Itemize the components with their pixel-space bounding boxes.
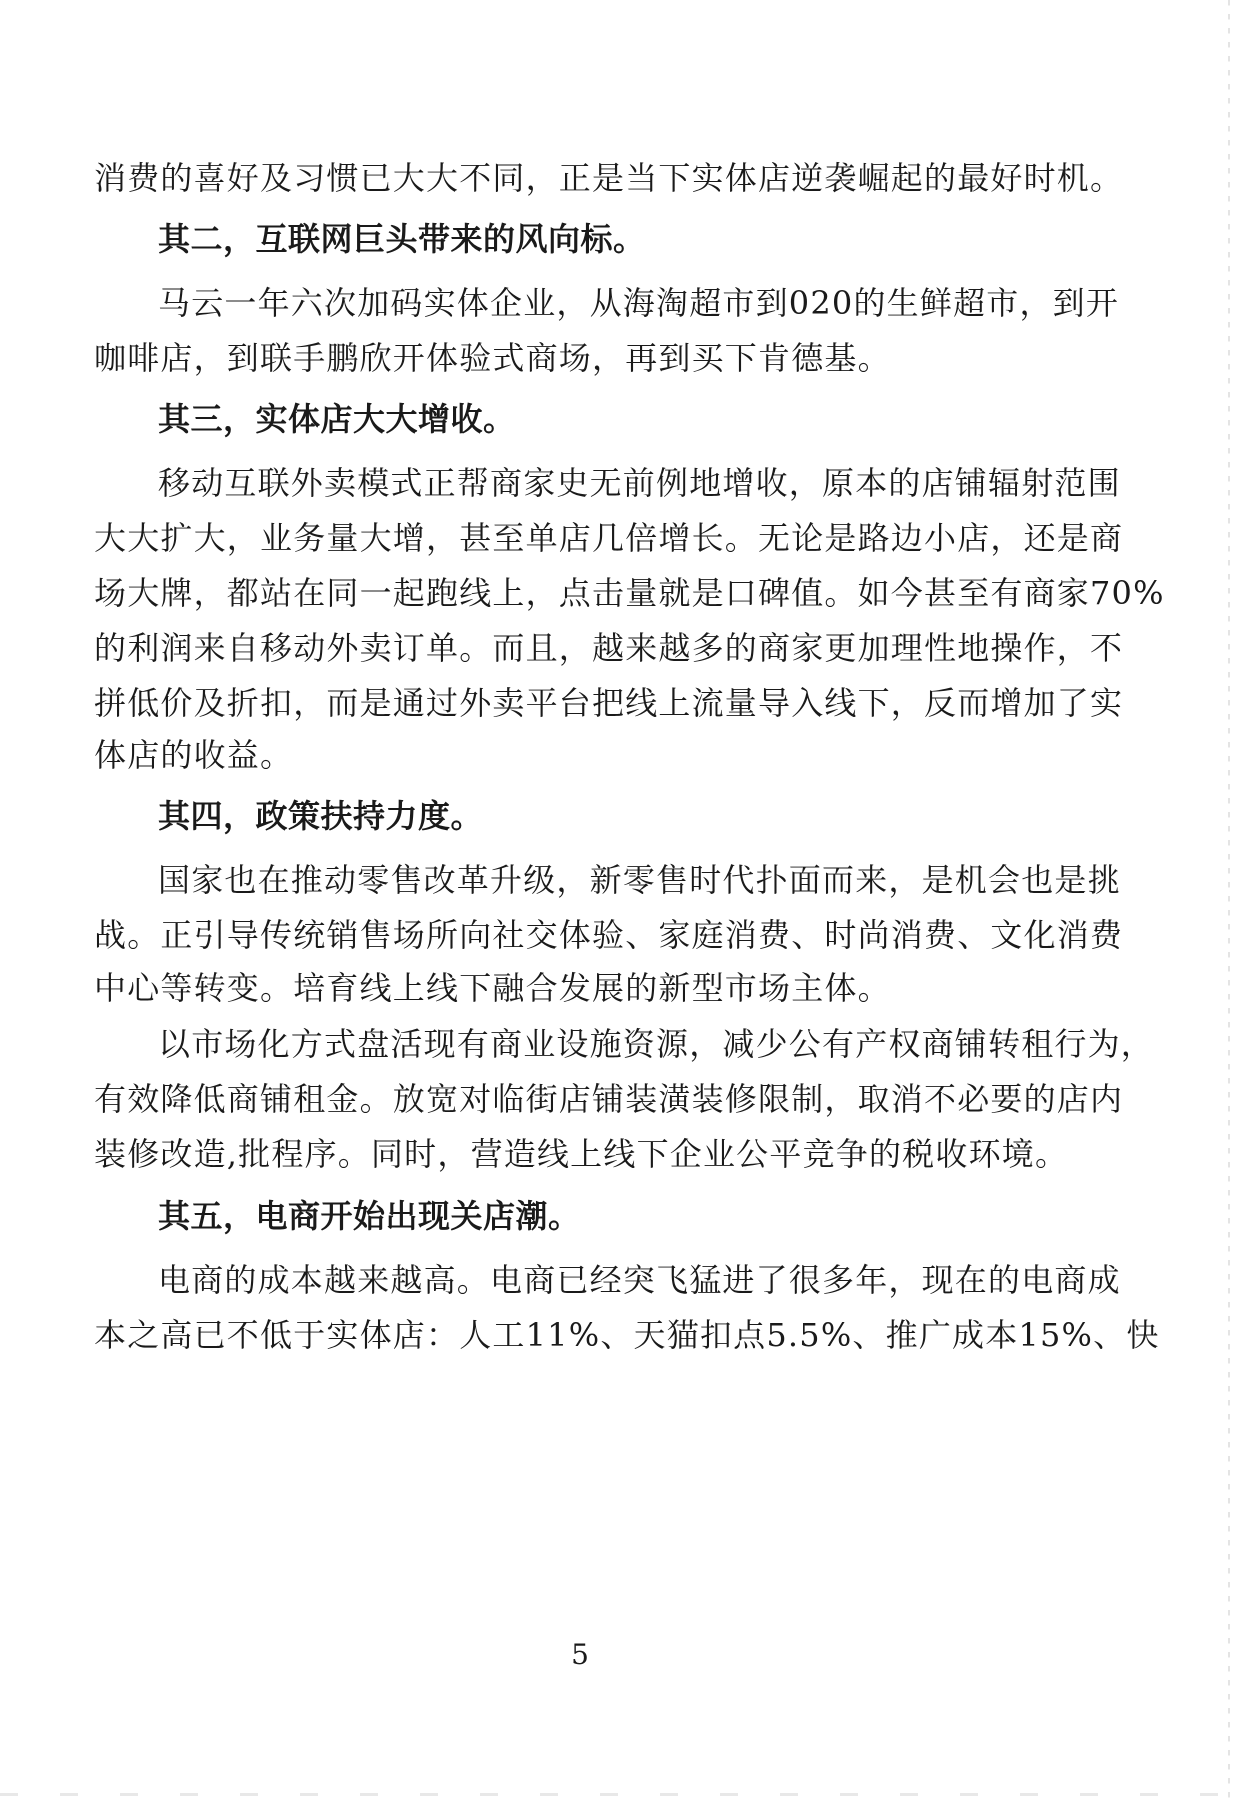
section-heading: 其三，实体店大大增收。	[158, 400, 516, 438]
body-text-line: 的利润来自移动外卖订单。而且，越来越多的商家更加理性地操作，不	[94, 629, 1124, 667]
body-text-line: 大大扩大，业务量大增，甚至单店几倍增长。无论是路边小店，还是商	[94, 519, 1124, 557]
body-text-line: 中心等转变。培育线上线下融合发展的新型市场主体。	[94, 969, 891, 1007]
body-text-line: 马云一年六次加码实体企业，从海淘超市到020的生鲜超市，到开	[158, 284, 1120, 322]
section-heading: 其五，电商开始出现关店潮。	[158, 1197, 581, 1235]
scan-edge-artifact	[1228, 0, 1230, 1800]
body-text-line: 场大牌，都站在同一起跑线上，点击量就是口碑值。如今甚至有商家70%	[94, 574, 1165, 612]
body-text-line: 以市场化方式盘活现有商业设施资源，减少公有产权商铺转租行为，	[158, 1025, 1155, 1063]
body-text-line: 有效降低商铺租金。放宽对临街店铺装潢装修限制，取消不必要的店内	[94, 1080, 1124, 1118]
body-text-line: 本之高已不低于实体店：人工11%、天猫扣点5.5%、推广成本15%、快	[94, 1316, 1160, 1354]
body-text-line: 装修改造,批程序。同时，营造线上线下企业公平竞争的税收环境。	[94, 1135, 1069, 1173]
body-text-line: 体店的收益。	[94, 736, 294, 774]
body-text-line: 电商的成本越来越高。电商已经突飞猛进了很多年，现在的电商成	[158, 1261, 1121, 1299]
section-heading: 其二，互联网巨头带来的风向标。	[158, 220, 646, 258]
body-text-line: 移动互联外卖模式正帮商家史无前例地增收，原本的店铺辐射范围	[158, 464, 1121, 502]
section-heading: 其四，政策扶持力度。	[158, 797, 484, 835]
scan-bottom-artifact	[0, 1793, 1236, 1796]
body-text-line: 消费的喜好及习惯已大大不同，正是当下实体店逆袭崛起的最好时机。	[94, 159, 1124, 197]
body-text-line: 国家也在推动零售改革升级，新零售时代扑面而来，是机会也是挑	[158, 861, 1121, 899]
body-text-line: 战。正引导传统销售场所向社交体验、家庭消费、时尚消费、文化消费	[94, 916, 1124, 954]
page-number: 5	[571, 1638, 589, 1671]
body-text-line: 拼低价及折扣，而是通过外卖平台把线上流量导入线下，反而增加了实	[94, 684, 1124, 722]
body-text-line: 咖啡店，到联手鹏欣开体验式商场，再到买下肯德基。	[94, 339, 891, 377]
